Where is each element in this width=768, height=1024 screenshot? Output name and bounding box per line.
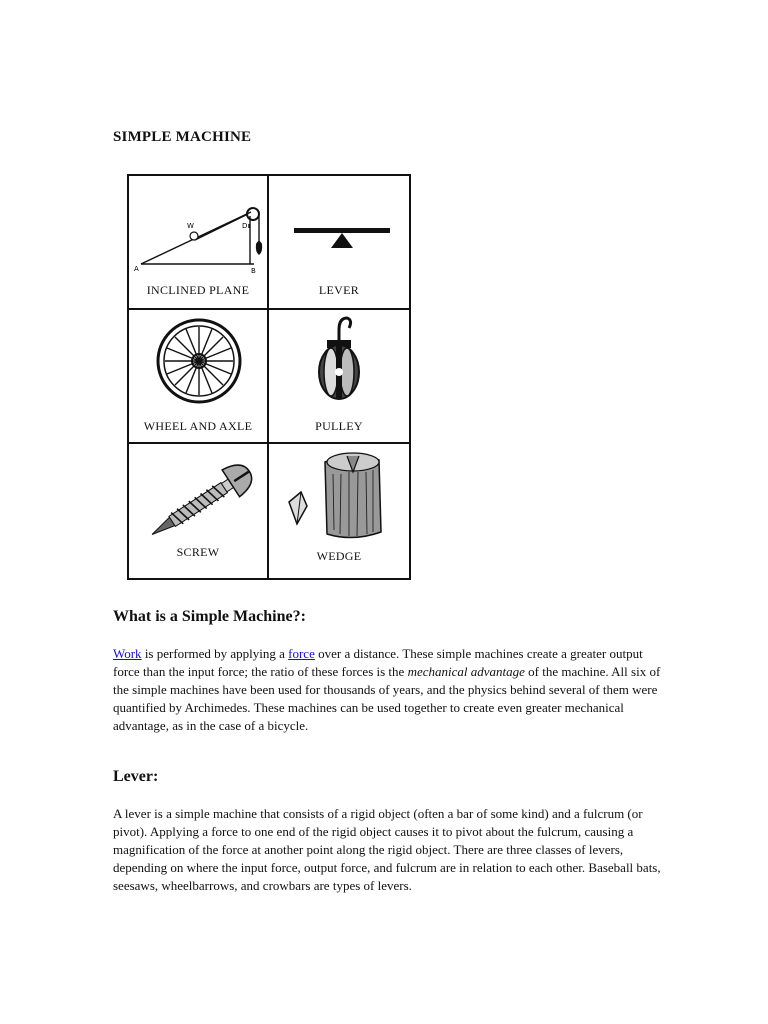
figure-cell-lever <box>269 176 409 310</box>
section-heading-lever: Lever: <box>113 768 159 785</box>
section-heading-simple-machine: What is a Simple Machine?: <box>113 608 306 625</box>
point-w-label: W <box>187 222 194 230</box>
figure-cell-pulley <box>269 310 409 444</box>
point-b-label: B <box>251 267 256 275</box>
figure-cell-wheel-and-axle <box>129 310 269 444</box>
page-title: SIMPLE MACHINE <box>113 129 252 145</box>
paragraph-simple-machine <box>113 645 661 735</box>
mechanical-advantage-term: mechanical advantage <box>407 664 525 679</box>
figure-cell-screw <box>129 444 269 578</box>
figure-caption: WHEEL AND AXLE <box>143 419 253 433</box>
paragraph-text: over a distance. These simple machines create a greater output force than the input force; the ratio of these forces is the <box>113 646 643 679</box>
figure-caption: INCLINED PLANE <box>146 283 250 297</box>
point-d-label: D <box>242 222 248 230</box>
figure-caption: SCREW <box>176 545 220 559</box>
figure-caption: LEVER <box>318 283 360 297</box>
force-link[interactable]: force <box>288 646 315 661</box>
figure-cell-wedge <box>269 444 409 578</box>
work-link[interactable]: Work <box>113 646 142 661</box>
paragraph-text: of the machine. All six of the simple machines have been used for thousands of years, and the physics behind several of them were quantified by Archimedes. These machines can be used together to create even greater mechanical advantage, as in the case of a bicycle. <box>113 664 661 733</box>
figure-cell-inclined-plane <box>129 176 269 310</box>
figure-caption: PULLEY <box>315 419 363 433</box>
paragraph-text: is performed by applying a <box>141 646 289 661</box>
paragraph-lever: A lever is a simple machine that consists of a rigid object (often a bar of some kind) and a fulcrum (or pivot). Applying a force to one end of the rigid object causes it to pivot about the fulcrum, causing a magnification of the force at another point along the rigid object. There are three classes of levers, depending on where the input force, output force, and fulcrum are in relation to each other. Baseball bats, seesaws, wheelbarrows, and crowbars are types of levers. <box>113 806 661 893</box>
simple-machines-figure <box>127 174 411 580</box>
point-a-label: A <box>134 265 139 273</box>
figure-caption: WEDGE <box>316 549 362 563</box>
